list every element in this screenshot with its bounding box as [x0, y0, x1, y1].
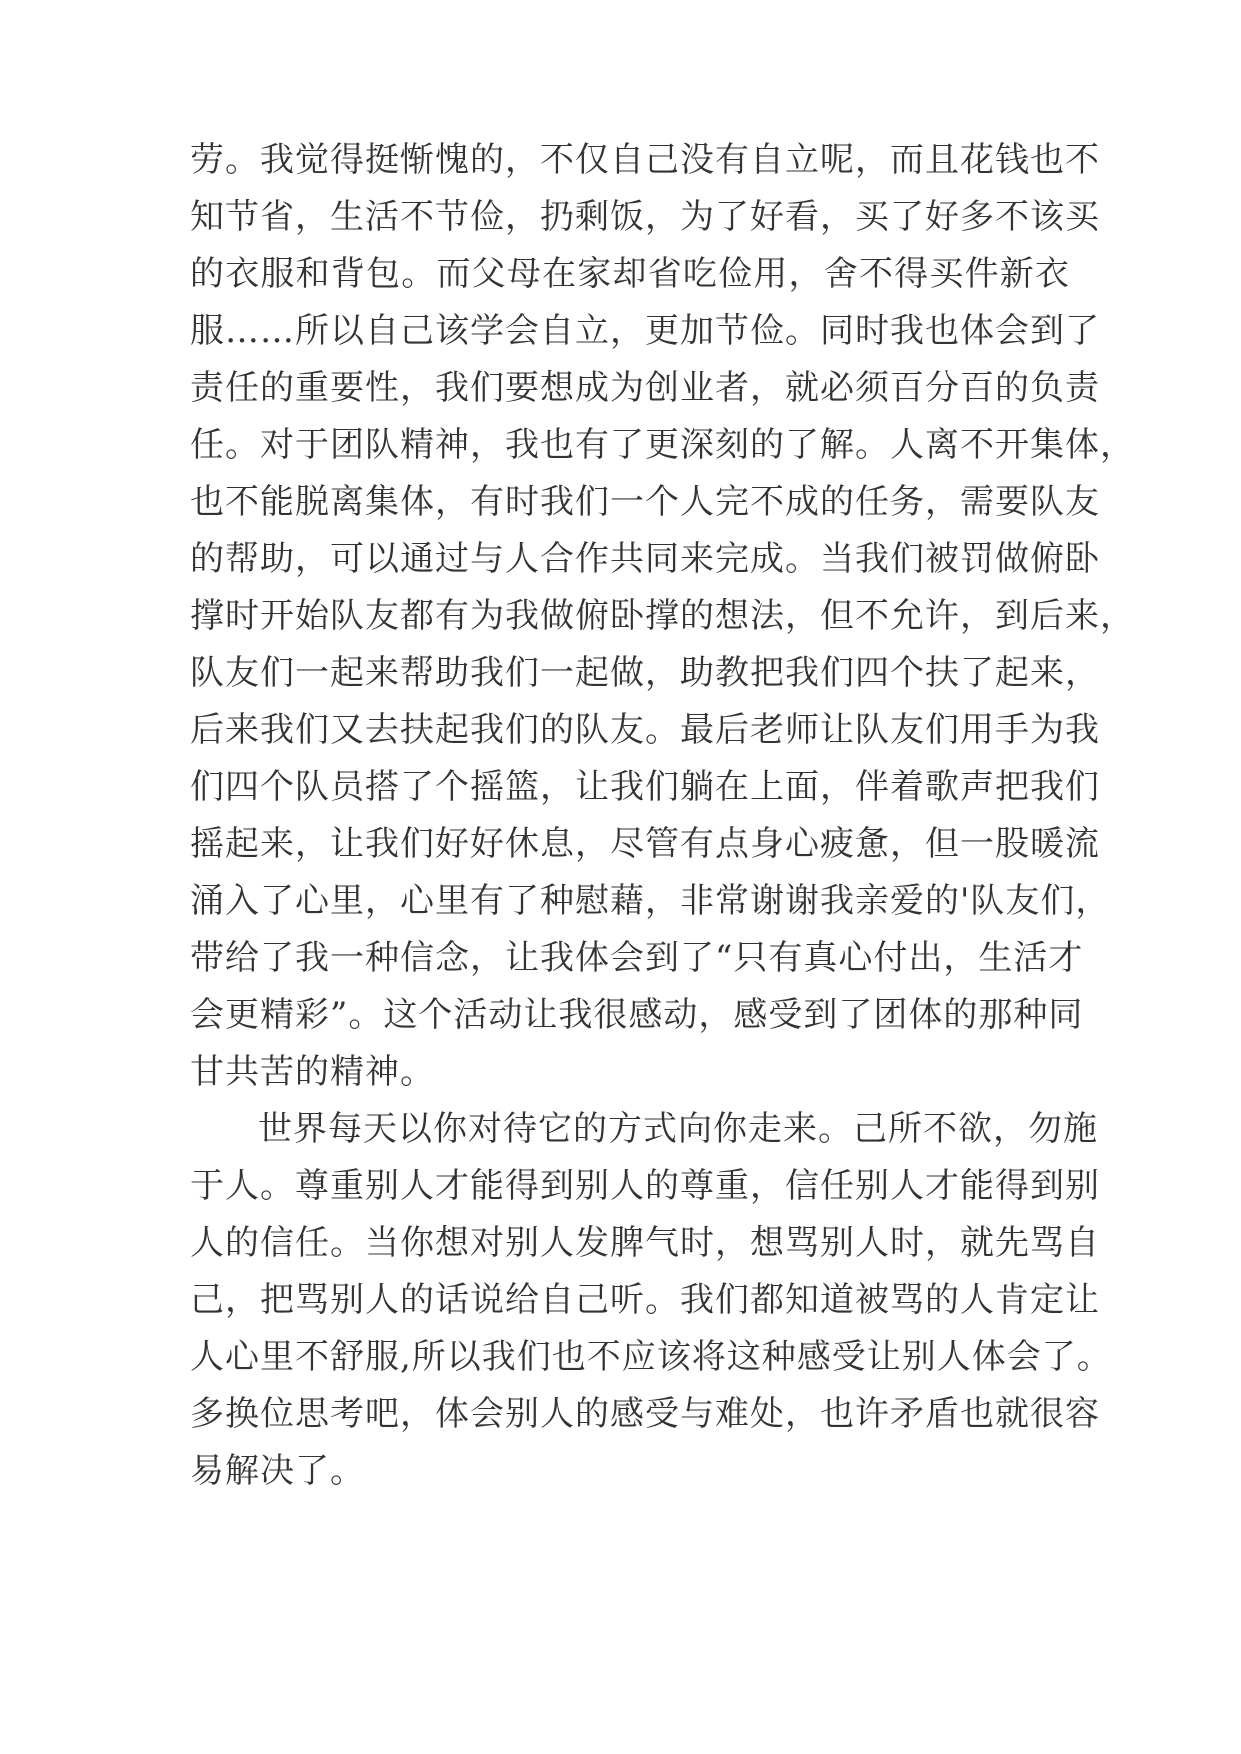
paragraph-line: 甘共苦的精神。 — [190, 1052, 435, 1092]
paragraph-line: 会更精彩”。这个活动让我很感动，感受到了团体的那种同 — [190, 995, 1084, 1035]
paragraph-line: 任。对于团队精神，我也有了更深刻的了解。人离不开集体， — [190, 425, 1135, 465]
paragraph-line: 队友们一起来帮助我们一起做，助教把我们四个扶了起来， — [190, 653, 1100, 693]
paragraph-line: 易解决了。 — [190, 1451, 365, 1491]
paragraph-2 — [190, 1101, 1112, 1500]
paragraph-line: 摇起来，让我们好好休息，尽管有点身心疲惫，但一股暖流 — [190, 824, 1100, 864]
paragraph-line: 服……所以自己该学会自立，更加节俭。同时我也体会到了 — [190, 311, 1100, 351]
document-body — [190, 132, 1135, 1500]
paragraph-line: 劳。我觉得挺惭愧的，不仅自己没有自立呢，而且花钱也不 — [190, 140, 1100, 180]
paragraph-1 — [190, 132, 1135, 1101]
paragraph-line: 也不能脱离集体，有时我们一个人完不成的任务，需要队友 — [190, 482, 1100, 522]
paragraph-line: 己，把骂别人的话说给自己听。我们都知道被骂的人肯定让 — [190, 1280, 1100, 1320]
paragraph-line: 撑时开始队友都有为我做俯卧撑的想法，但不允许，到后来， — [190, 596, 1135, 636]
paragraph-line: 责任的重要性，我们要想成为创业者，就必须百分百的负责 — [190, 368, 1100, 408]
paragraph-line: 知节省，生活不节俭，扔剩饭，为了好看，买了好多不该买 — [190, 197, 1100, 237]
paragraph-line: 人心里不舒服,所以我们也不应该将这种感受让别人体会了。 — [190, 1337, 1112, 1377]
paragraph-line: 的帮助，可以通过与人合作共同来完成。当我们被罚做俯卧 — [190, 539, 1100, 579]
paragraph-line: 涌入了心里，心里有了种慰藉，非常谢谢我亲爱的'队友们， — [190, 881, 1111, 921]
paragraph-line: 后来我们又去扶起我们的队友。最后老师让队友们用手为我 — [190, 710, 1100, 750]
paragraph-line: 人的信任。当你想对别人发脾气时，想骂别人时，就先骂自 — [190, 1223, 1100, 1263]
paragraph-line: 们四个队员搭了个摇篮，让我们躺在上面，伴着歌声把我们 — [190, 767, 1100, 807]
paragraph-line: 带给了我一种信念，让我体会到了“只有真心付出，生活才 — [190, 938, 1084, 978]
paragraph-line: 世界每天以你对待它的方式向你走来。己所不欲，勿施 — [258, 1109, 1098, 1149]
paragraph-line: 于人。尊重别人才能得到别人的尊重，信任别人才能得到别 — [190, 1166, 1100, 1206]
paragraph-line: 的衣服和背包。而父母在家却省吃俭用，舍不得买件新衣 — [190, 254, 1070, 294]
paragraph-line: 多换位思考吧，体会别人的感受与难处，也许矛盾也就很容 — [190, 1394, 1100, 1434]
